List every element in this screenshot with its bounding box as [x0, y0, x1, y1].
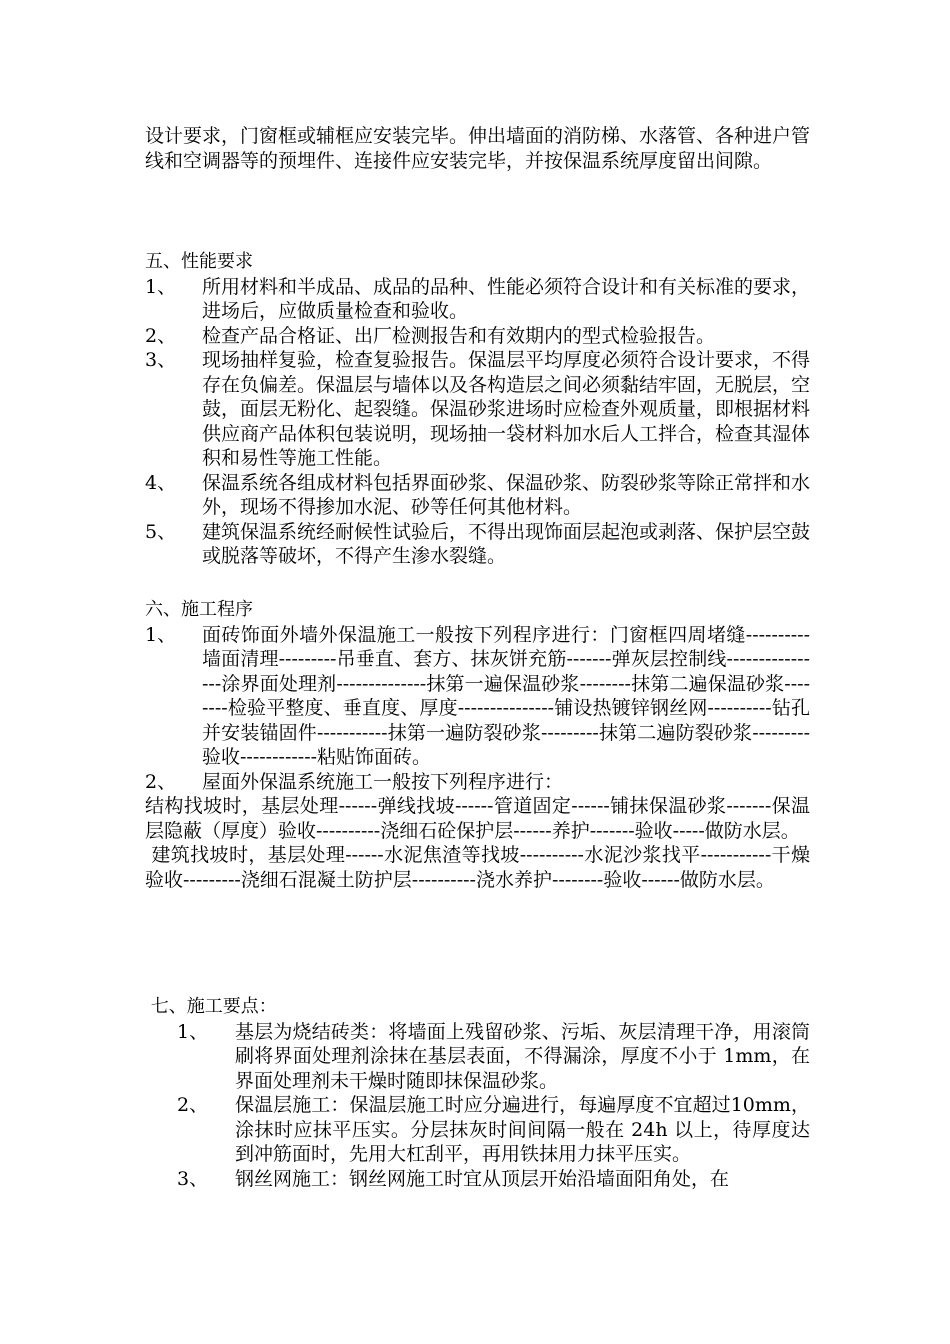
list-item — [145, 1020, 810, 1094]
list-item — [145, 770, 810, 795]
building-slope-paragraph: 建筑找坡时，基层处理------水泥焦渣等找坡----------水泥沙浆找平-----------干燥验收---------浇细石混凝土防护层----------浇水养护--------验收------做防水层。 — [145, 844, 810, 891]
list-number: 2、 — [177, 1094, 209, 1116]
list-text: 屋面外保温系统施工一般按下列程序进行： — [202, 770, 564, 793]
list-item — [145, 471, 810, 520]
list-number: 3、 — [177, 1167, 209, 1190]
list-text: 面砖饰面外墙外保温施工一般按下列程序进行：门窗框四周堵缝----------墙面清理---------吊垂直、套方、抹灰饼充筋-------弹灰层控制线----------------涂界面处理剂--------------抹第一遍保温砂浆--------抹第二遍保温砂浆--------检验平整度、垂直度、厚度---------------铺设热镀锌钢丝网----------钻孔并安装锚固件-----------抹第一遍防裂砂浆---------抹第二遍防裂砂浆---------验收------------粘贴饰面砖。 — [202, 623, 810, 768]
section-construction-procedure — [145, 598, 810, 892]
list-text: 所用材料和半成品、成品的品种、性能必须符合设计和有关标准的要求，进场后，应做质量检查和验收。 — [202, 275, 811, 322]
list-text: 检查产品合格证、出厂检测报告和有效期内的型式检验报告。 — [202, 324, 716, 347]
list-text: 现场抽样复验，检查复验报告。保温层平均厚度必须符合设计要求，不得存在负偏差。保温层与墙体以及各构造层之间必须黏结牢固，无脱层，空鼓，面层无粉化、起裂缝。保温砂浆进场时应检查外观质量，即根据材料供应商产品体积包装说明，现场抽一袋材料加水后人工拌合，检查其湿体积和易性等施工性能。 — [202, 349, 811, 469]
section-heading: 五、性能要求 — [145, 251, 253, 272]
list-item — [145, 1093, 810, 1167]
list-text: 保温层施工：保温层施工时应分遍进行，每遍厚度不宜超过10mm，涂抹时应抹平压实。分层抹灰时间间隔一般在 24h 以上，待厚度达到冲筋面时，先用大杠刮平，再用铁抹用力抹平压实。 — [235, 1094, 810, 1165]
structural-slope-paragraph: 结构找坡时，基层处理------弹线找坡------管道固定------铺抹保温砂浆-------保温层隐蔽（厚度）验收----------浇细石砼保护层------养护-------验收-----做防水层。 — [145, 795, 810, 842]
list-item — [145, 1167, 810, 1192]
list-item — [145, 348, 810, 471]
list-number: 2、 — [145, 770, 177, 793]
list-item — [145, 623, 810, 770]
list-number: 1、 — [145, 275, 177, 298]
section-heading: 六、施工程序 — [145, 599, 253, 620]
list-number: 5、 — [145, 520, 177, 543]
intro-paragraph: 设计要求，门窗框或辅框应安装完毕。伸出墙面的消防梯、水落管、各种进户管线和空调器等的预埋件、连接件应安装完毕，并按保温系统厚度留出间隙。 — [145, 125, 811, 172]
list-number: 3、 — [145, 349, 177, 371]
intro-section — [145, 124, 810, 173]
list-number: 1、 — [145, 623, 177, 646]
list-text: 保温系统各组成材料包括界面砂浆、保温砂浆、防裂砂浆等除正常拌和水外，现场不得掺加水泥、砂等任何其他材料。 — [202, 471, 811, 518]
list-text: 建筑保温系统经耐候性试验后，不得出现饰面层起泡或剥落、保护层空鼓或脱落等破坏，不得产生渗水裂缝。 — [202, 520, 811, 567]
list-number: 2、 — [145, 324, 177, 347]
list-number: 1、 — [177, 1020, 209, 1043]
list-item — [145, 520, 810, 569]
list-text: 钢丝网施工：钢丝网施工时宜从顶层开始沿墙面阳角处，在 — [235, 1167, 730, 1190]
list-number: 4、 — [145, 471, 177, 494]
section-heading: 七、施工要点： — [145, 996, 277, 1017]
list-item — [145, 324, 810, 349]
list-text: 基层为烧结砖类：将墙面上残留砂浆、污垢、灰层清理干净，用滚筒刷将界面处理剂涂抹在基层表面，不得漏涂，厚度不小于 1mm，在界面处理剂未干燥时随即抹保温砂浆。 — [235, 1020, 810, 1092]
list-item — [145, 275, 810, 324]
section-performance-requirements — [145, 250, 810, 569]
section-construction-key-points — [145, 995, 810, 1191]
